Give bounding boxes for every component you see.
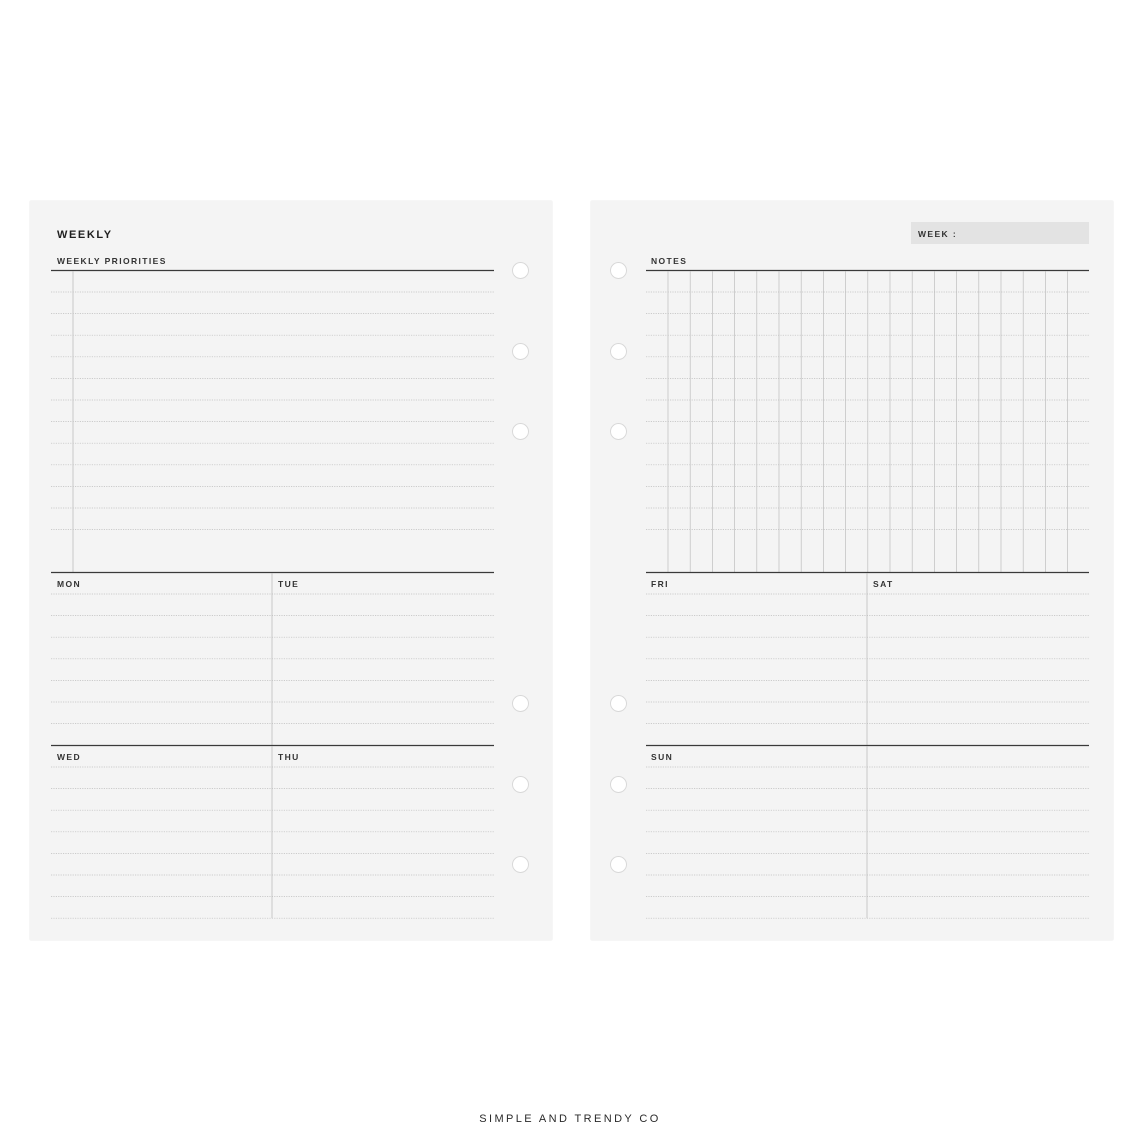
page-title: WEEKLY xyxy=(57,229,113,241)
binder-hole xyxy=(610,262,627,279)
day-label-mon: MON xyxy=(57,579,82,589)
left-page-ruled-lines xyxy=(30,201,552,940)
day-label-sun: SUN xyxy=(651,752,674,762)
brand-footer: SIMPLE AND TRENDY CO xyxy=(479,1113,661,1125)
binder-hole xyxy=(512,695,529,712)
binder-hole xyxy=(512,776,529,793)
binder-hole xyxy=(512,262,529,279)
binder-hole xyxy=(610,776,627,793)
notes-label: NOTES xyxy=(651,256,688,266)
right-page-grid-and-lines xyxy=(591,201,1113,940)
day-label-tue: TUE xyxy=(278,579,300,589)
right-planner-page xyxy=(591,201,1113,940)
binder-hole xyxy=(512,343,529,360)
binder-hole xyxy=(610,695,627,712)
week-label: WEEK : xyxy=(918,229,958,239)
left-planner-page xyxy=(30,201,552,940)
weekly-priorities-label: WEEKLY PRIORITIES xyxy=(57,256,167,266)
day-label-thu: THU xyxy=(278,752,300,762)
day-label-sat: SAT xyxy=(873,579,894,589)
binder-hole xyxy=(512,856,529,873)
binder-hole xyxy=(610,856,627,873)
day-label-fri: FRI xyxy=(651,579,669,589)
binder-hole xyxy=(512,423,529,440)
binder-hole xyxy=(610,423,627,440)
day-label-wed: WED xyxy=(57,752,82,762)
binder-hole xyxy=(610,343,627,360)
